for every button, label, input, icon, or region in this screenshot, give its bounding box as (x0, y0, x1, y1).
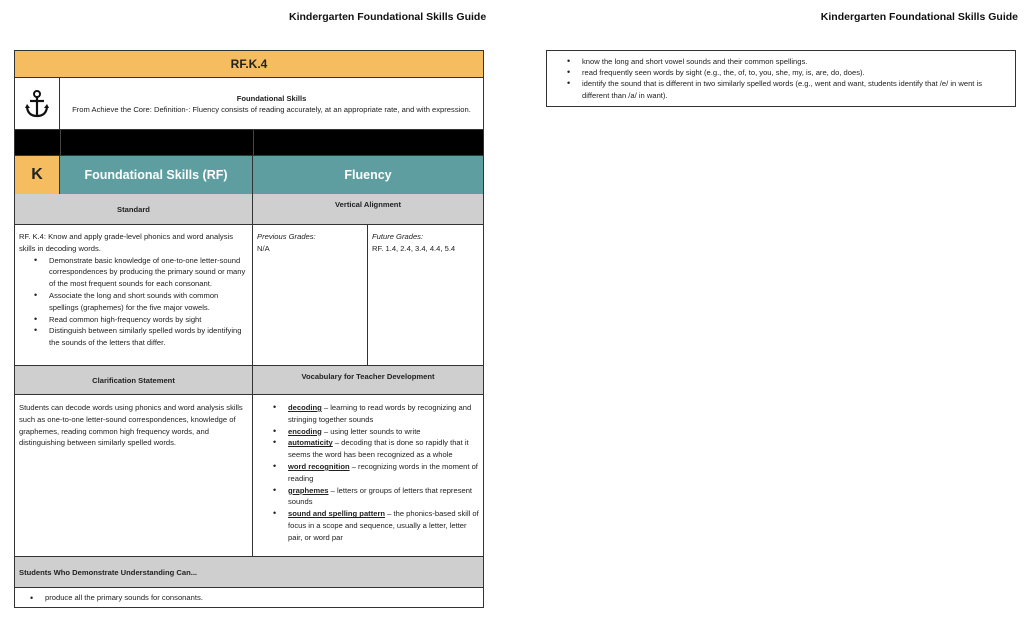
divider-separator (253, 130, 254, 155)
vocabulary-definition: – decoding that is done so rapidly that it seems the word has been recognized as a whole (288, 438, 469, 460)
vocabulary-term: graphemes (288, 485, 329, 495)
future-grades-cell (368, 225, 483, 365)
continued-list (551, 56, 1011, 101)
continued-item: • identify the sound that is different in two similarly spelled words (e.g., went and want, students identify that /e/ in went is different than /a/ in want). (582, 78, 1011, 100)
divider-separator (60, 130, 61, 155)
vocabulary-item (288, 437, 479, 461)
vocabulary-definition: – recognizing words in the moment of reading (288, 461, 478, 483)
banner-row (15, 156, 483, 194)
standard-code-title: RF.K.4 (15, 51, 483, 78)
vocabulary-definition: – learning to read words by recognizing and stringing together sounds (288, 403, 472, 424)
vocabulary-term: encoding (288, 426, 322, 436)
page-header-right: Kindergarten Foundational Skills Guide (820, 11, 1018, 23)
vocabulary-definition: – the phonics-based skill of focus in a scope and sequence, usually a letter, letter pair, or word par (288, 509, 479, 542)
vocabulary-term: sound and spelling pattern (288, 509, 386, 519)
standard-bullet-list (19, 255, 248, 349)
vocabulary-term: word recognition (288, 461, 350, 471)
standard-bullet: • Associate the long and short sounds with common spellings (graphemes) for the five major vowels. (49, 290, 248, 314)
standard-intro: RF. K.4: Know and apply grade-level phonics and word analysis skills in decoding words. (19, 232, 234, 253)
vocabulary-item (288, 485, 479, 509)
clarification-header: Clarification Statement (15, 366, 253, 394)
vocabulary-header: Vocabulary for Teacher Development (301, 372, 435, 381)
page-header-left: Kindergarten Foundational Skills Guide (289, 11, 487, 23)
grade-badge: K (15, 156, 60, 194)
vocabulary-definition: – using letter sounds to write (321, 426, 421, 436)
description-heading: Foundational Skills (236, 94, 307, 103)
standard-table (14, 50, 484, 608)
vocabulary-cell (253, 395, 483, 556)
clarification-statement: Students can decode words using phonics and word analysis skills such as one-to-one letter-sound correspondences, knowledge of graphemes, reading common high frequency words, and distinguishing between similarly spelled words. (15, 395, 253, 556)
section-header-row (15, 366, 483, 395)
vocabulary-list (257, 402, 479, 544)
previous-grades-value: N/A (257, 243, 270, 253)
continued-item: • know the long and short vowel sounds and their common spellings. (582, 56, 1011, 67)
anchor-cell (15, 78, 60, 130)
domain-label: Foundational Skills (RF) (60, 156, 253, 194)
students-header: Students Who Demonstrate Understanding Can... (15, 557, 483, 588)
standard-bullet: • Read common high-frequency words by sight (49, 314, 248, 326)
vocabulary-term: decoding (288, 403, 322, 412)
continued-students-box (546, 50, 1016, 107)
vocabulary-term: automaticity (288, 438, 333, 448)
standard-bullet: • Distinguish between similarly spelled words by identifying the sounds of the letters that differ. (49, 325, 248, 349)
standard-cell (15, 225, 253, 365)
black-divider-row (15, 130, 483, 156)
standard-content-row (15, 225, 483, 366)
future-grades-value: RF. 1.4, 2.4, 3.4, 4.4, 5.4 (372, 243, 456, 253)
topic-label: Fluency (253, 156, 483, 194)
vocabulary-item (288, 402, 479, 426)
vocabulary-item (288, 426, 479, 438)
vocabulary-item (288, 508, 479, 543)
description-definition: From Achieve the Core: Definition-: Fluency consists of reading accurately, at an appropriate rate, and with expression. (72, 105, 471, 114)
students-content-row (15, 588, 483, 608)
students-list (15, 593, 483, 602)
description-row (15, 78, 483, 130)
standard-bullet: • Demonstrate basic knowledge of one-to-one letter-sound correspondences by producing the primary sound or many of the most frequent sounds for each consonant. (49, 255, 248, 290)
vocabulary-item (288, 461, 479, 485)
section-header-row (15, 194, 483, 225)
previous-grades-cell (253, 225, 368, 365)
students-item: • produce all the primary sounds for consonants. (45, 593, 483, 602)
vocabulary-definition: – letters or groups of letters that represent sounds (288, 485, 473, 507)
future-grades-label: Future Grades: (372, 232, 424, 241)
clarification-content-row (15, 395, 483, 557)
vertical-alignment-header: Vertical Alignment (335, 200, 401, 209)
continued-item: • read frequently seen words by sight (e.g., the, of, to, you, she, my, is, are, do, does). (582, 67, 1011, 78)
previous-grades-label: Previous Grades: (257, 232, 316, 241)
standard-header: Standard (15, 194, 253, 224)
anchor-icon (24, 89, 50, 119)
description-text-cell (60, 78, 483, 130)
